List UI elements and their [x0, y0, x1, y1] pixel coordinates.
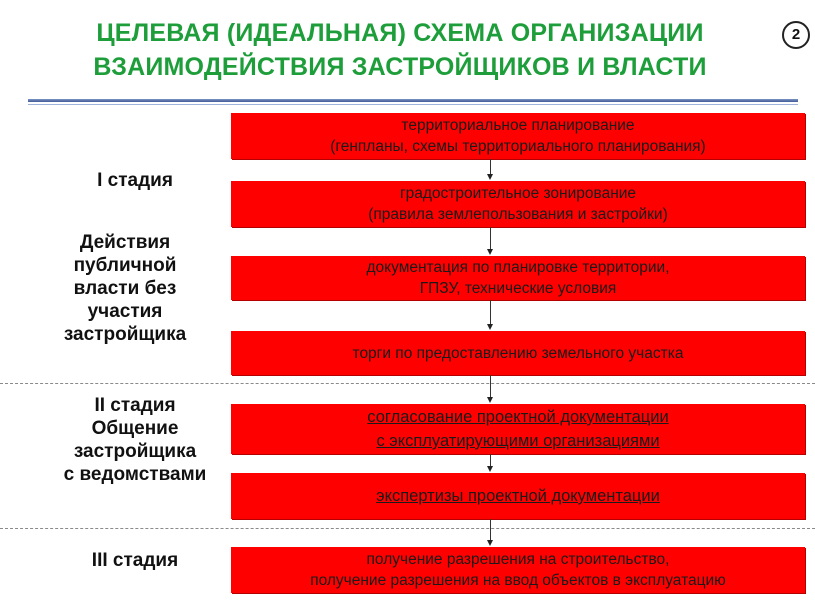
step-land-auction	[231, 331, 805, 375]
stage-1-description: Действия публичной власти без участия застройщика	[63, 232, 187, 345]
step-label: документация по планировке территории, ГПЗУ, технические условия	[366, 259, 670, 297]
flow-arrow-5	[490, 454, 491, 467]
stage-2-label: II стадия Общение застройщика с ведомствами	[63, 395, 207, 485]
step-design-expertise	[231, 473, 805, 519]
flow-arrow-3	[490, 300, 491, 325]
header-rule-thin	[28, 104, 798, 105]
stage-separator-1	[0, 383, 815, 384]
flow-arrow-6	[490, 519, 491, 541]
title-line-1: ЦЕЛЕВАЯ (ИДЕАЛЬНАЯ) СХЕМА ОРГАНИЗАЦИИ	[96, 19, 704, 47]
step-territorial-planning	[231, 113, 805, 159]
page-number-badge: 2	[782, 21, 810, 49]
flow-arrow-1	[490, 159, 491, 175]
step-label: согласование проектной документации с эксплуатирующими организациями	[367, 408, 669, 450]
step-label: получение разрешения на строительство, получение разрешения на ввод объектов в эксплуатацию	[310, 551, 726, 589]
step-permits	[231, 547, 805, 593]
step-label: градостроительное зонирование (правила землепользования и застройки)	[368, 185, 668, 223]
header-rule	[28, 99, 798, 102]
flow-arrow-4	[490, 375, 491, 398]
step-zoning	[231, 181, 805, 227]
flow-arrow-2	[490, 227, 491, 250]
step-territory-documentation	[231, 256, 805, 300]
step-label: торги по предоставлению земельного участка	[352, 344, 684, 362]
stage-1-label: I стадия	[97, 170, 173, 191]
step-label: территориальное планирование (генпланы, схемы территориального планирования)	[330, 117, 706, 155]
title-line-2: ВЗАИМОДЕЙСТВИЯ ЗАСТРОЙЩИКОВ И ВЛАСТИ	[93, 53, 707, 81]
page-title	[30, 16, 770, 84]
step-design-approval	[231, 404, 805, 454]
step-label: экспертизы проектной документации	[376, 487, 660, 505]
stage-separator-2	[0, 528, 815, 529]
stage-3-label: III стадия	[91, 550, 179, 571]
